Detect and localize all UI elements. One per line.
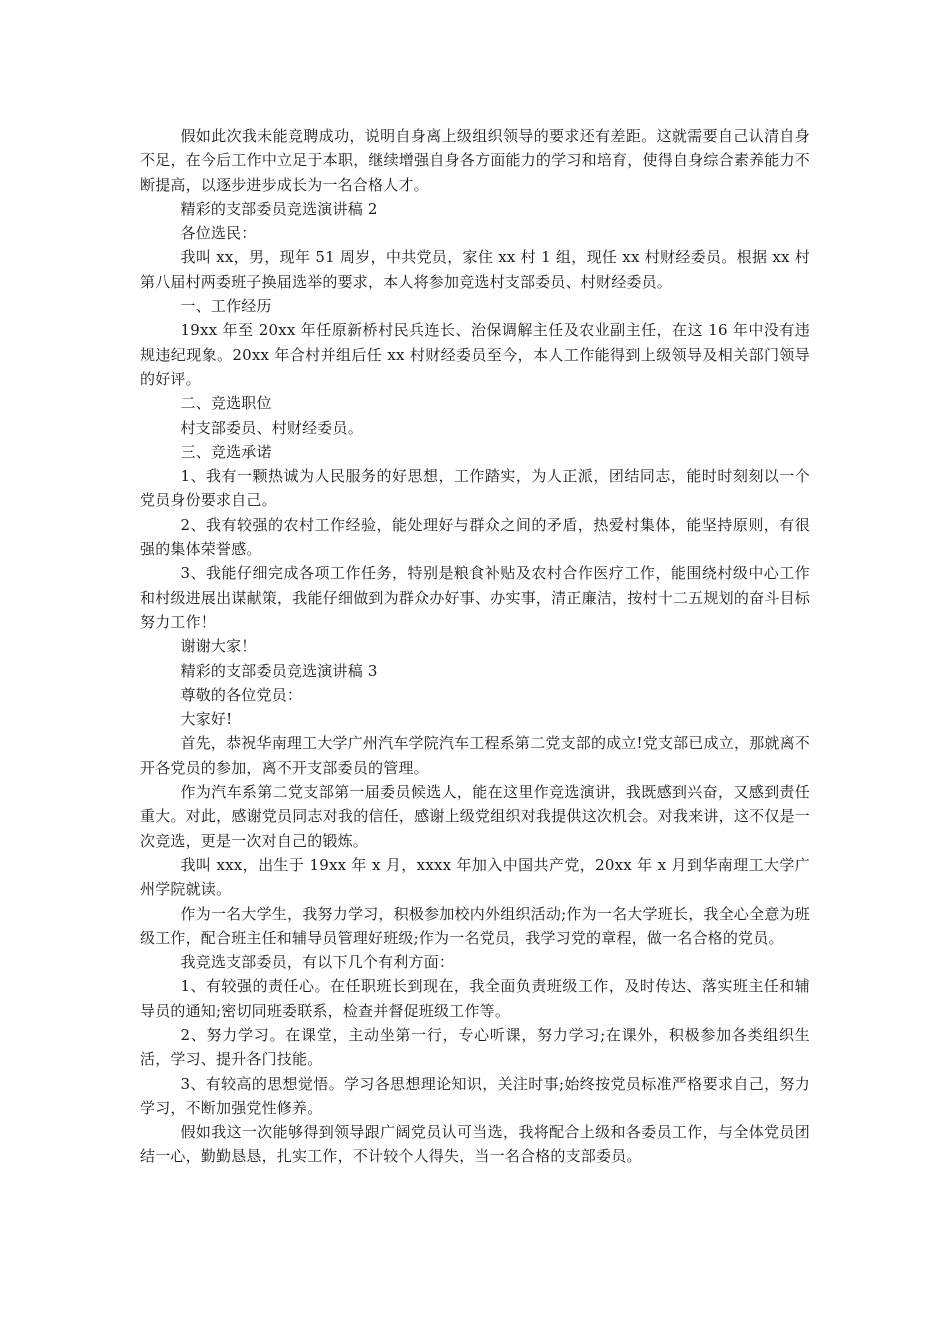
commitment-item-3: 3、我能仔细完成各项工作任务，特别是粮食补贴及农村合作医疗工作，能围绕村级中心工作和村级进展出谋献策，我能仔细做到为群众办好事、办实事，清正廉洁，按村十二五规划的奋斗目标努力工作！ <box>140 564 810 631</box>
section-position: 二、竞选职位 <box>180 394 272 413</box>
paragraph-conclusion: 假如我这一次能够得到领导跟广阔党员认可当选，我将配合上级和各委员工作，与全体党员团结一心，勤勤恳恳，扎实工作，不计较个人得失，当一名合格的支部委员。 <box>140 1123 810 1166</box>
closing-thanks: 谢谢大家！ <box>180 637 257 656</box>
section-commitment: 三、竞选承诺 <box>180 442 272 461</box>
section-work-experience: 一、工作经历 <box>180 297 272 316</box>
paragraph-work-experience: 19xx 年至 20xx 年任原新桥村民兵连长、治保调解主任及农业副主任，在这 16 年中没有违规违纪现象。20xx 年合村并组后任 xx 村财经委员至今，本人工作能得到上级领导及相关部门领导的好评。 <box>140 321 810 388</box>
commitment-item-1: 1、我有一颗热诚为人民服务的好思想，工作踏实，为人正派，团结同志，能时时刻刻以一个党员身份要求自己。 <box>140 467 810 510</box>
greeting: 大家好! <box>180 710 233 729</box>
advantage-item-1: 1、有较强的责任心。在任职班长到现在，我全面负责班级工作，及时传达、落实班主任和辅导员的通知;密切同班委联系，检查并督促班级工作等。 <box>140 977 810 1020</box>
paragraph-1: 假如此次我未能竞聘成功，说明自身离上级组织领导的要求还有差距。这就需要自己认清自身不足，在今后工作中立足于本职，继续增强自身各方面能力的学习和培育，使得自身综合素养能力不断提高，以逐步进步成长为一名合格人才。 <box>140 127 810 194</box>
advantage-item-2: 2、努力学习。在课堂，主动坐第一行，专心听课，努力学习;在课外，积极参加各类组织生活，学习、提升各门技能。 <box>140 1025 810 1069</box>
salutation-members: 尊敬的各位党员： <box>180 685 303 704</box>
advantage-item-3: 3、有较高的思想觉悟。学习各思想理论知识，关注时事;始终按党员标准严格要求自己，努力学习，不断加强党性修养。 <box>140 1074 810 1117</box>
salutation-voters: 各位选民： <box>180 224 257 243</box>
paragraph-position: 村支部委员、村财经委员。 <box>180 418 363 437</box>
heading-speech-3: 精彩的支部委员竞选演讲稿 3 <box>180 661 378 680</box>
paragraph-self-intro: 我叫 xx，男，现年 51 周岁，中共党员，家住 xx 村 1 组，现任 xx 村财经委员。根据 xx 村第八届村两委班子换届选举的要求，本人将参加竞选村支部委员、村财经委员。 <box>140 248 810 291</box>
commitment-item-2: 2、我有较强的农村工作经验，能处理好与群众之间的矛盾，热爱村集体，能坚持原则，有很强的集体荣誉感。 <box>140 515 810 559</box>
heading-speech-2: 精彩的支部委员竞选演讲稿 2 <box>180 199 378 218</box>
paragraph-advantages-intro: 我竞选支部委员，有以下几个有利方面： <box>180 953 455 972</box>
paragraph-student-role: 作为一名大学生，我努力学习，积极参加校内外组织活动;作为一名大学班长，我全心全意为班级工作，配合班主任和辅导员管理好班级;作为一名党员，我学习党的章程，做一名合格的党员。 <box>140 904 810 947</box>
paragraph-candidate: 作为汽车系第二党支部第一届委员候选人，能在这里作竞选演讲，我既感到兴奋，又感到责任重大。对此，感谢党员同志对我的信任，感谢上级党组织对我提供这次机会。对我来讲，这不仅是一次竞选，更是一次对自己的锻炼。 <box>140 783 810 850</box>
paragraph-congrats: 首先，恭祝华南理工大学广州汽车学院汽车工程系第二党支部的成立!党支部已成立，那就离不开各党员的参加，离不开支部委员的管理。 <box>140 734 810 777</box>
document-body <box>140 124 810 1169</box>
paragraph-intro-2: 我叫 xxx，出生于 19xx 年 x 月，xxxx 年加入中国共产党，20xx 年 x 月到华南理工大学广州学院就读。 <box>140 855 810 899</box>
